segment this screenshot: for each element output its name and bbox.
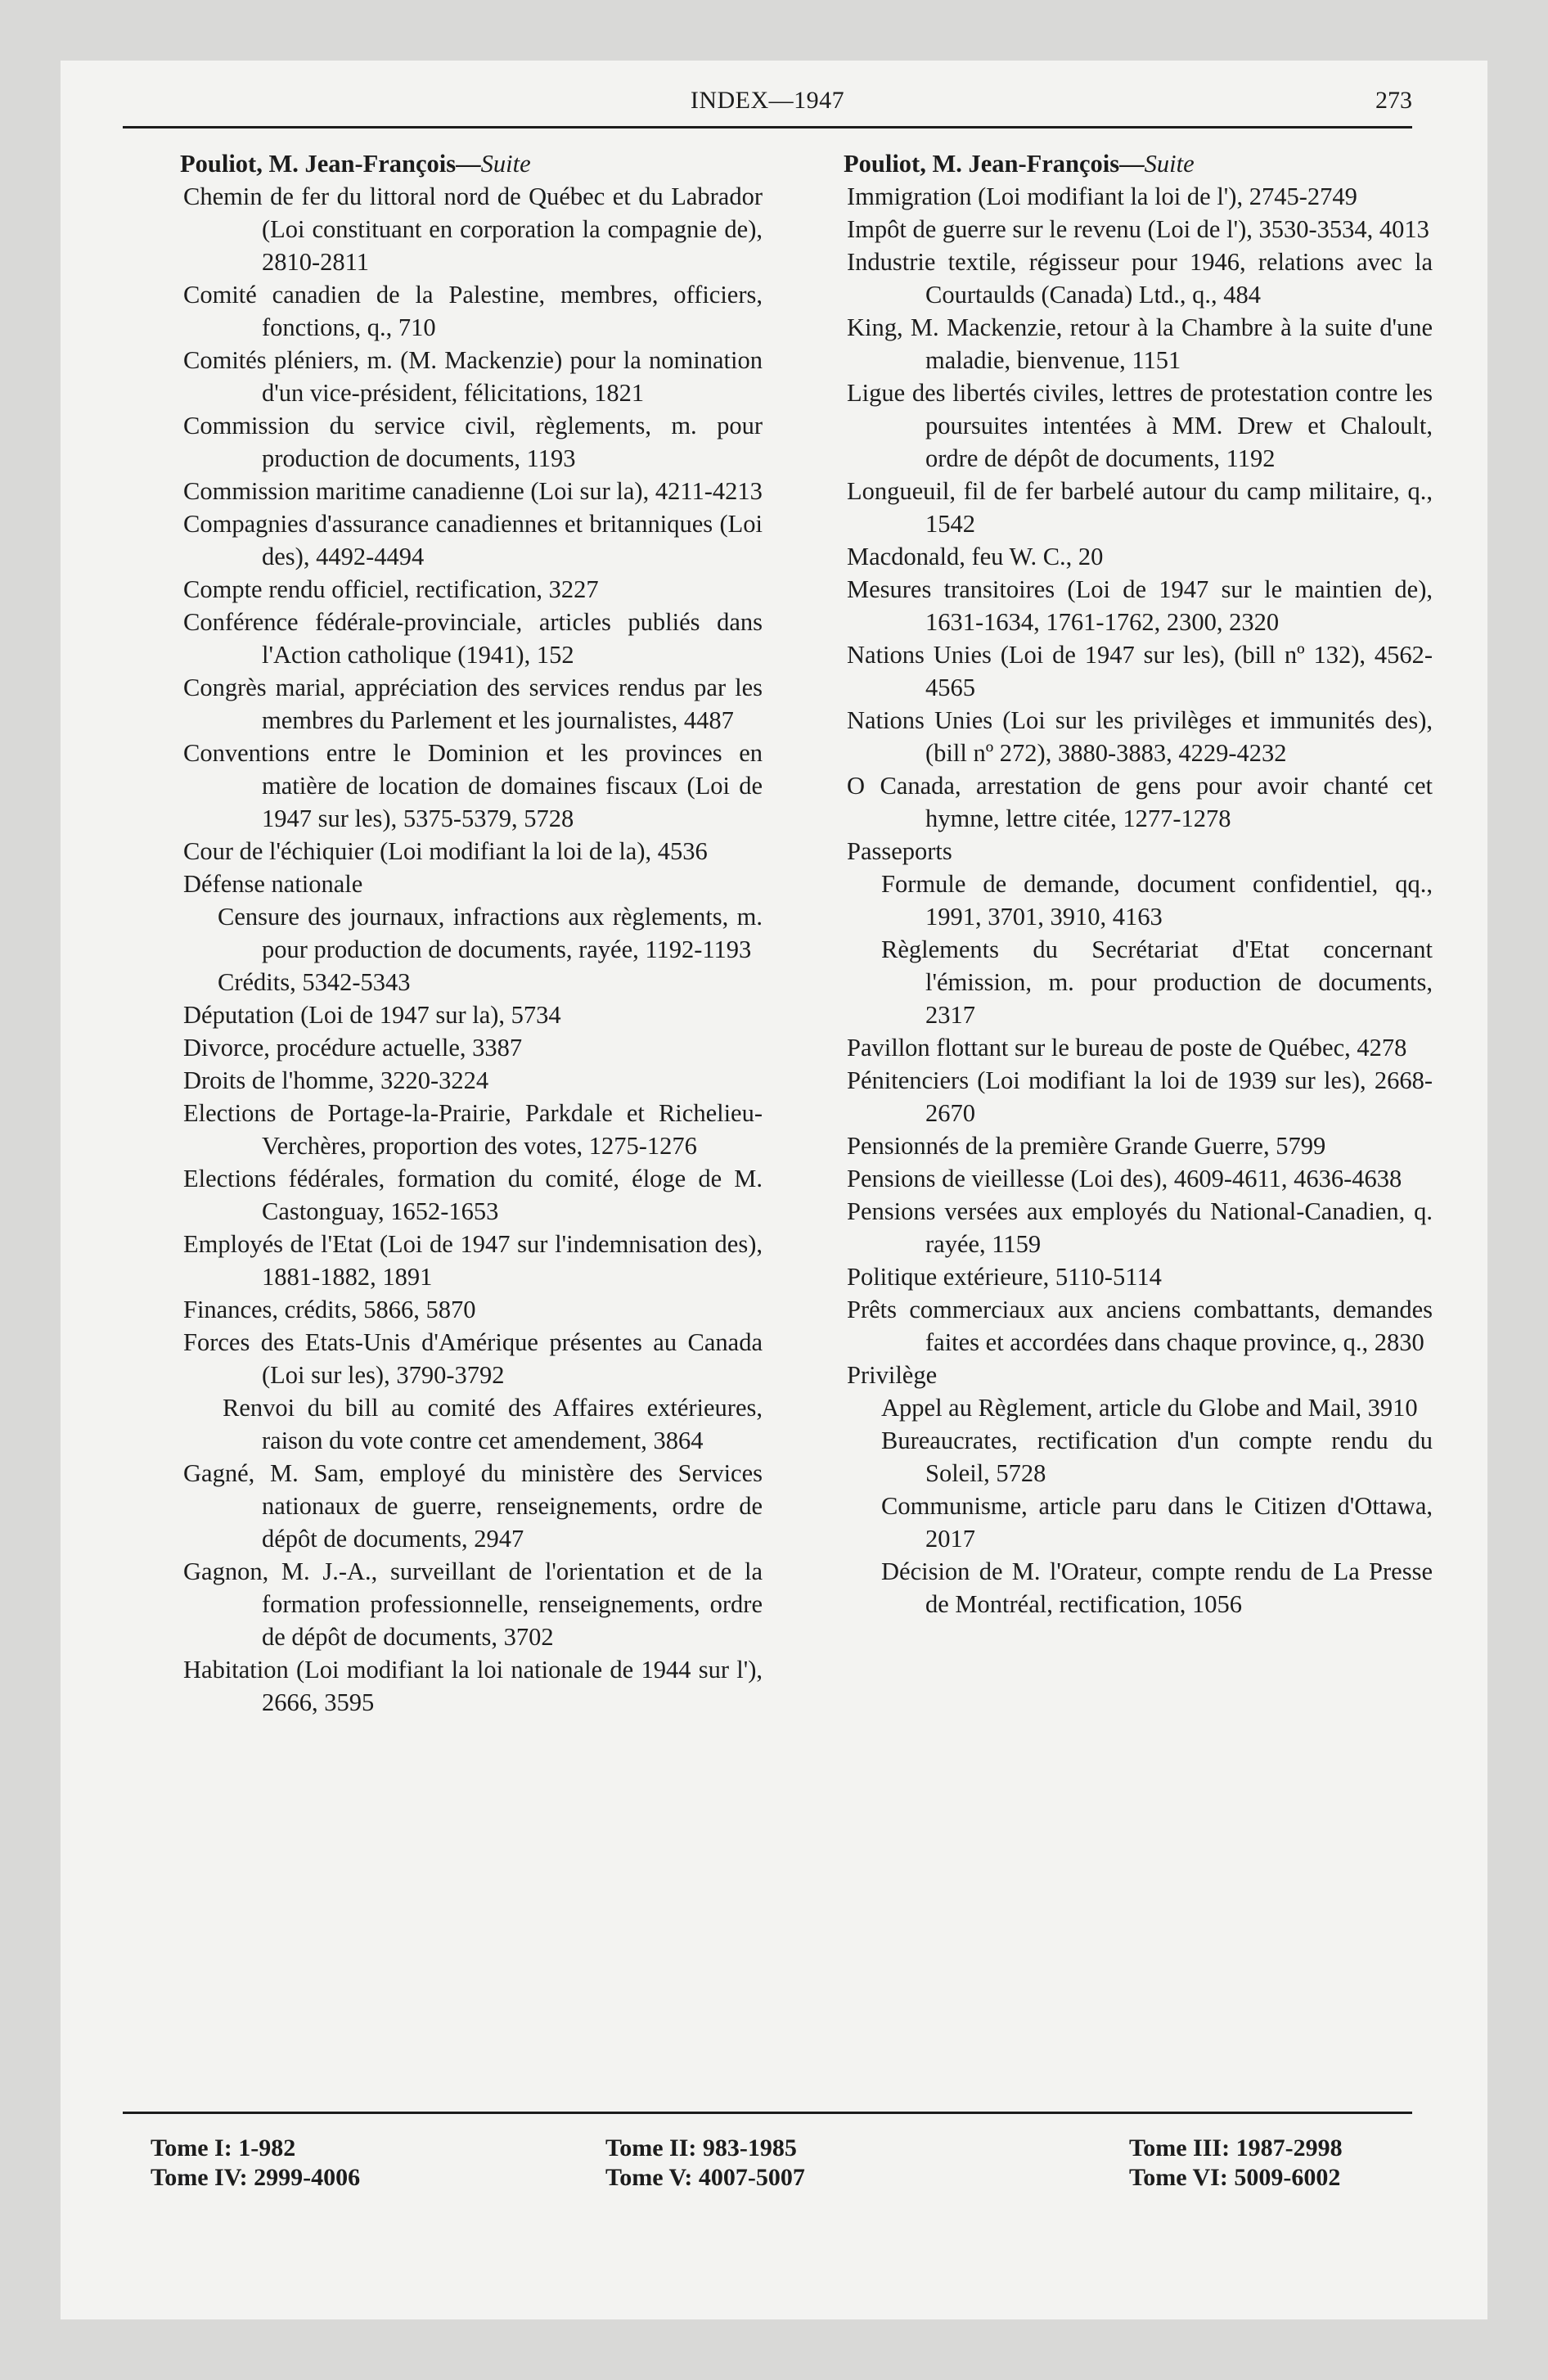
index-entry: Privilège [847,1361,938,1389]
page-number: 273 [1375,87,1412,114]
index-subentry: Crédits, 5342-5343 [218,968,411,996]
index-entry: Députation (Loi de 1947 sur la), 5734 [183,1001,561,1029]
index-entry: Conférence fédérale-provinciale, articles publiés dans l'Action catholique (1941), 152 [183,608,763,669]
index-entry: Compte rendu officiel, rectification, 3227 [183,575,599,603]
index-entry: Prêts commerciaux aux anciens combattants, demandes faites et accordées dans chaque province, q., 2830 [847,1296,1433,1356]
index-subentry: Appel au Règlement, article du Globe and Mail, 3910 [881,1394,1418,1422]
index-entry: Ligue des libertés civiles, lettres de protestation contre les poursuites intentées à MM. Drew et Chaloult, ordre de dépôt de documents, 1192 [847,379,1433,472]
index-heading: Pouliot, M. Jean-François—Suite [844,150,1195,178]
index-entry: Finances, crédits, 5866, 5870 [183,1296,476,1323]
index-entry: Elections fédérales, formation du comité, éloge de M. Castonguay, 1652-1653 [183,1165,763,1225]
index-entry: King, M. Mackenzie, retour à la Chambre à la suite d'une maladie, bienvenue, 1151 [847,313,1433,374]
tome-range: Tome I: 1-982 [151,2134,296,2161]
left-column [180,147,763,1719]
index-entry: Industrie textile, régisseur pour 1946, relations avec la Courtaulds (Canada) Ltd., q., 484 [847,248,1433,309]
index-entry: Comité canadien de la Palestine, membres, officiers, fonctions, q., 710 [183,281,763,341]
index-subentry: Formule de demande, document confidentiel, qq., 1991, 3701, 3910, 4163 [881,870,1433,931]
index-entry: Défense nationale [183,870,363,898]
tome-range: Tome V: 4007-5007 [605,2164,805,2191]
index-heading: Pouliot, M. Jean-François—Suite [180,150,531,178]
index-entry: Pensions versées aux employés du National-Canadien, q. rayée, 1159 [847,1197,1433,1258]
page-title: INDEX—1947 [690,87,845,114]
index-entry: Pensionnés de la première Grande Guerre, 5799 [847,1132,1326,1160]
right-column [844,147,1433,1620]
index-entry: Congrès marial, appréciation des services rendus par les membres du Parlement et les journalistes, 4487 [183,674,763,734]
index-entry: Chemin de fer du littoral nord de Québec et du Labrador (Loi constituant en corporation la compagnie de), 2810-2811 [183,183,763,276]
index-entry: Pensions de vieillesse (Loi des), 4609-4611, 4636-4638 [847,1165,1402,1192]
index-entry: Mesures transitoires (Loi de 1947 sur le maintien de), 1631-1634, 1761-1762, 2300, 2320 [847,575,1433,636]
index-entry: Forces des Etats-Unis d'Amérique présentes au Canada (Loi sur les), 3790-3792 [183,1328,763,1389]
index-entry: Commission du service civil, règlements, m. pour production de documents, 1193 [183,412,763,472]
index-entry: Macdonald, feu W. C., 20 [847,543,1104,570]
index-entry: Elections de Portage-la-Prairie, Parkdale et Richelieu-Verchères, proportion des votes, 1275-1276 [183,1099,763,1160]
index-subentry: Décision de M. l'Orateur, compte rendu de La Presse de Montréal, rectification, 1056 [881,1557,1433,1618]
tome-range: Tome IV: 2999-4006 [151,2164,361,2191]
footer-rule [123,2112,1412,2114]
index-entry: Immigration (Loi modifiant la loi de l'), 2745-2749 [847,183,1357,210]
page-header [123,87,1412,128]
index-entry: Politique extérieure, 5110-5114 [847,1263,1162,1291]
index-entry: Impôt de guerre sur le revenu (Loi de l'), 3530-3534, 4013 [847,215,1429,243]
tome-range: Tome III: 1987-2998 [1129,2134,1343,2161]
index-entry: Commission maritime canadienne (Loi sur la), 4211-4213 [183,477,763,505]
index-subentry: Communisme, article paru dans le Citizen d'Ottawa, 2017 [881,1492,1433,1553]
index-entry: Habitation (Loi modifiant la loi nationale de 1944 sur l'), 2666, 3595 [183,1656,763,1716]
index-entry: Longueuil, fil de fer barbelé autour du camp militaire, q., 1542 [847,477,1433,538]
index-entry: Gagné, M. Sam, employé du ministère des Services nationaux de guerre, renseignements, ordre de dépôt de documents, 2947 [183,1459,763,1553]
index-subentry: Règlements du Secrétariat d'Etat concernant l'émission, m. pour production de documents, 2317 [881,935,1433,1029]
index-entry: Compagnies d'assurance canadiennes et britanniques (Loi des), 4492-4494 [183,510,763,570]
index-entry: Conventions entre le Dominion et les provinces en matière de location de domaines fiscaux (Loi de 1947 sur les), 5375-5379, 5728 [183,739,763,832]
index-entry: Droits de l'homme, 3220-3224 [183,1066,489,1094]
index-entry: Nations Unies (Loi de 1947 sur les), (bill nº 132), 4562-4565 [847,641,1433,701]
header-rule [123,126,1412,128]
index-entry: Employés de l'Etat (Loi de 1947 sur l'indemnisation des), 1881-1882, 1891 [183,1230,763,1291]
index-subentry: Renvoi du bill au comité des Affaires extérieures, raison du vote contre cet amendement, 3864 [223,1394,763,1454]
tome-range: Tome VI: 5009-6002 [1129,2164,1341,2191]
index-entry: Cour de l'échiquier (Loi modifiant la loi de la), 4536 [183,837,708,865]
tome-range: Tome II: 983-1985 [605,2134,797,2161]
index-entry: Divorce, procédure actuelle, 3387 [183,1034,523,1062]
index-subentry: Censure des journaux, infractions aux règlements, m. pour production de documents, rayée, 1192-1193 [218,903,763,963]
index-entry: Pavillon flottant sur le bureau de poste de Québec, 4278 [847,1034,1407,1062]
index-entry: Pénitenciers (Loi modifiant la loi de 1939 sur les), 2668-2670 [847,1066,1433,1127]
index-entry: Nations Unies (Loi sur les privilèges et immunités des), (bill nº 272), 3880-3883, 4229-4232 [847,706,1433,767]
index-entry: Gagnon, M. J.-A., surveillant de l'orientation et de la formation professionnelle, renseignements, ordre de dépôt de documents, 3702 [183,1557,763,1651]
index-entry: Passeports [847,837,952,865]
index-subentry: Bureaucrates, rectification d'un compte rendu du Soleil, 5728 [881,1427,1433,1487]
index-entry: O Canada, arrestation de gens pour avoir chanté cet hymne, lettre citée, 1277-1278 [847,772,1433,832]
index-entry: Comités pléniers, m. (M. Mackenzie) pour la nomination d'un vice-président, félicitations, 1821 [183,346,763,407]
